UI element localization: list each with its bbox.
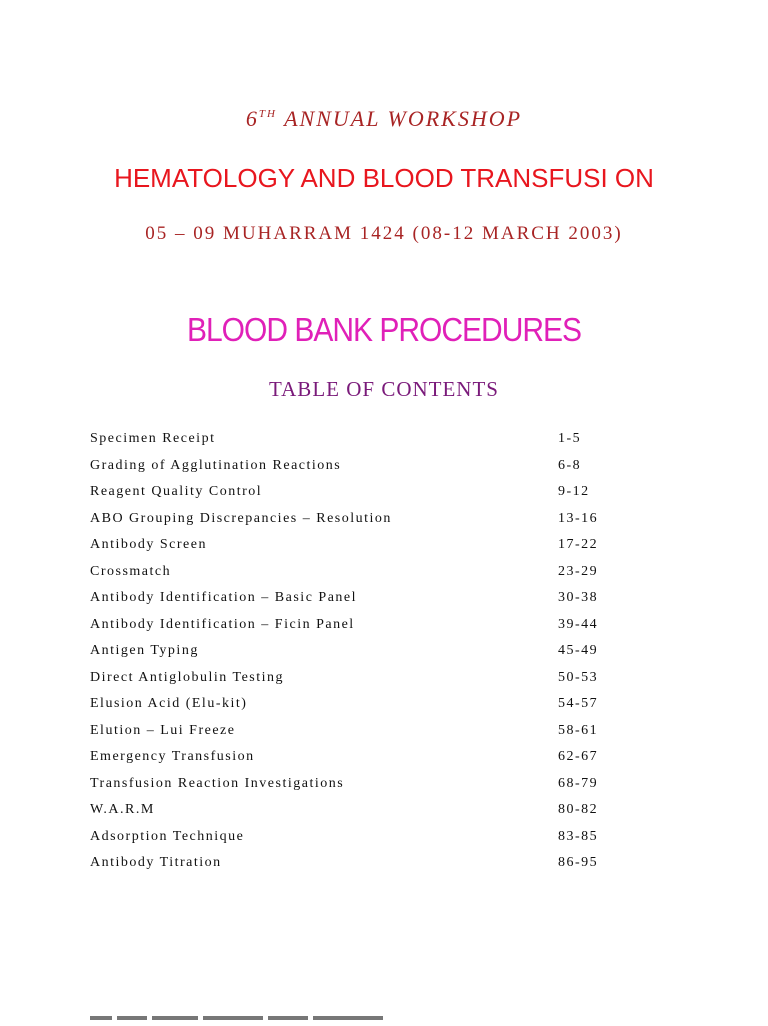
toc-entry-pages: 1-5	[558, 431, 582, 446]
document-title: BLOOD BANK PROCEDURES	[186, 311, 582, 349]
toc-entry	[90, 747, 650, 774]
toc-entry-pages: 68-79	[558, 775, 599, 791]
toc-entry	[90, 588, 650, 615]
toc-entry-pages: 80-82	[558, 802, 599, 817]
toc-entry	[90, 853, 650, 880]
toc-entry-title: Elution – Lui Freeze	[90, 722, 236, 738]
toc-entry-title: Adsorption Technique	[90, 828, 245, 844]
toc-entry-pages: 86-95	[558, 855, 599, 870]
toc-entry-title: Specimen Receipt	[90, 431, 216, 446]
toc-entry-pages: 62-67	[558, 749, 599, 764]
toc-entry-pages: 23-29	[558, 563, 599, 579]
workshop-dates: 05 – 09 MUHARRAM 1424 (08-12 MARCH 2003)	[145, 223, 623, 244]
table-of-contents	[90, 429, 650, 880]
toc-entry-title: W.A.R.M	[90, 802, 155, 817]
toc-entry-pages: 54-57	[558, 696, 599, 711]
toc-entry-title: Direct Antiglobulin Testing	[90, 669, 285, 685]
toc-entry-pages: 6-8	[558, 457, 582, 473]
toc-entry-pages: 39-44	[558, 616, 599, 632]
toc-entry	[90, 774, 650, 801]
toc-entry	[90, 827, 650, 854]
toc-entry-title: Elusion Acid (Elu-kit)	[90, 696, 248, 711]
toc-entry	[90, 482, 650, 509]
toc-entry-pages: 45-49	[558, 643, 599, 658]
toc-entry-title: Emergency Transfusion	[90, 749, 255, 764]
toc-entry-title: ABO Grouping Discrepancies – Resolution	[90, 510, 392, 526]
toc-entry-pages: 17-22	[558, 537, 599, 552]
toc-entry-title: Reagent Quality Control	[90, 484, 263, 499]
toc-entry-title: Antigen Typing	[90, 643, 199, 658]
toc-entry	[90, 721, 650, 748]
workshop-ordinal-suffix: TH	[258, 108, 277, 120]
toc-entry-title: Crossmatch	[90, 563, 172, 579]
footer-line	[90, 1016, 390, 1026]
toc-entry-pages: 9-12	[558, 484, 590, 499]
toc-entry-pages: 50-53	[558, 669, 599, 685]
toc-entry-title: Antibody Screen	[90, 537, 207, 552]
toc-entry-pages: 58-61	[558, 722, 599, 738]
toc-entry	[90, 800, 650, 827]
toc-entry	[90, 694, 650, 721]
toc-entry-pages: 30-38	[558, 590, 599, 605]
toc-entry	[90, 641, 650, 668]
toc-entry-pages: 13-16	[558, 510, 599, 526]
toc-entry	[90, 615, 650, 642]
toc-entry-title: Grading of Agglutination Reactions	[90, 457, 342, 473]
workshop-number: 6	[245, 106, 259, 131]
workshop-title: ANNUAL WORKSHOP	[284, 106, 523, 131]
toc-entry-title: Antibody Identification – Ficin Panel	[90, 616, 355, 632]
toc-entry	[90, 668, 650, 695]
toc-entry-title: Antibody Titration	[90, 855, 222, 870]
toc-entry-pages: 83-85	[558, 828, 599, 844]
toc-entry	[90, 562, 650, 589]
toc-entry	[90, 429, 650, 456]
toc-entry	[90, 456, 650, 483]
subject-heading: HEMATOLOGY AND BLOOD TRANSFUSI ON	[114, 163, 654, 193]
toc-entry-title: Transfusion Reaction Investigations	[90, 775, 345, 791]
toc-entry	[90, 535, 650, 562]
toc-title: TABLE OF CONTENTS	[269, 377, 499, 401]
toc-entry	[90, 509, 650, 536]
toc-entry-title: Antibody Identification – Basic Panel	[90, 590, 358, 605]
workshop-heading	[0, 106, 768, 132]
